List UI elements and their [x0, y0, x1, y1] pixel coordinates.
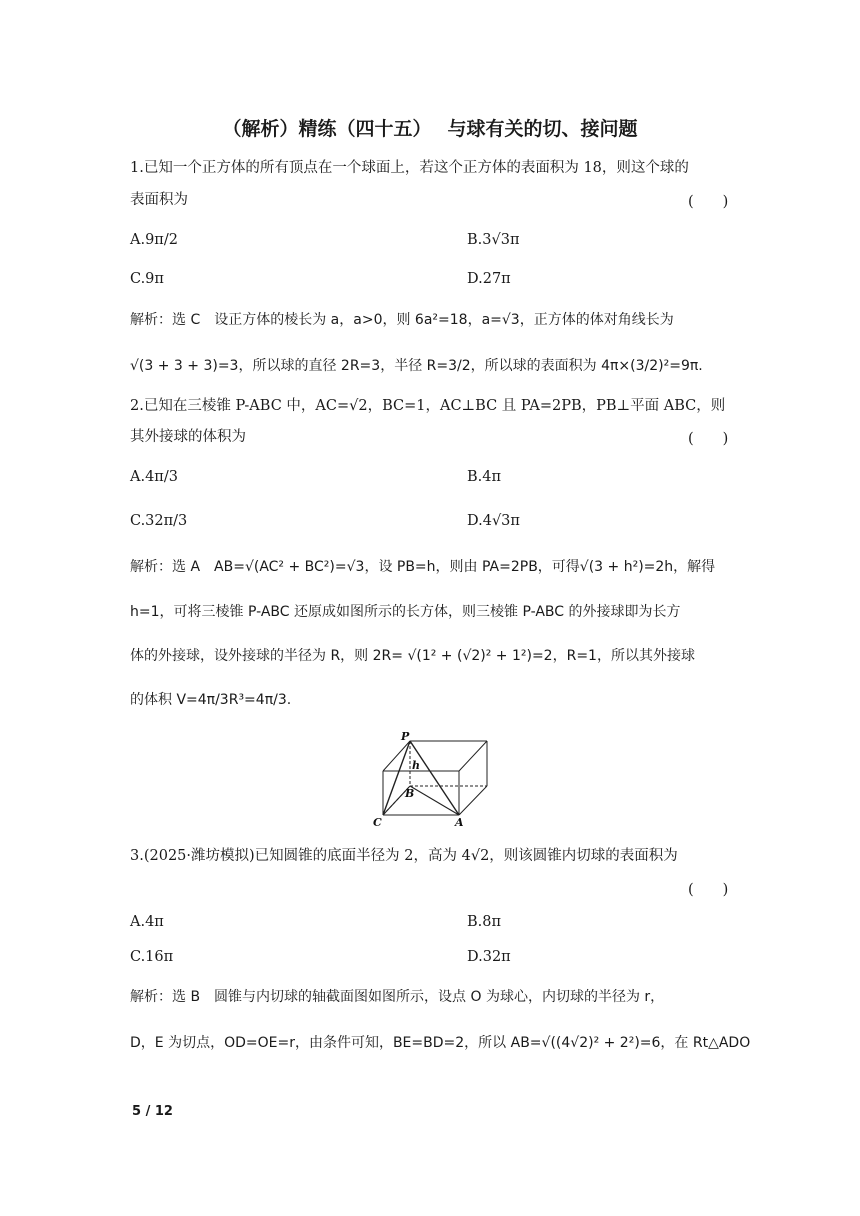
- q2-stem-line2: 其外接球的体积为: [130, 429, 246, 445]
- q3-option-d: D.32π: [467, 949, 511, 965]
- q1-stem-line1: 1.已知一个正方体的所有顶点在一个球面上，若这个正方体的表面积为 18，则这个球的: [130, 160, 689, 176]
- edge-pc: [383, 741, 410, 815]
- q3-solution-line2: D，E 为切点，OD=OE=r，由条件可知，BE=BD=2，所以 AB=√((4√2)² + 2²)=6，在 Rt△ADO: [130, 1035, 751, 1051]
- q2-solution-line4: 的体积 V=4π/3R³=4π/3.: [130, 692, 292, 708]
- q2-solution-line3: 体的外接球，设外接球的半径为 R，则 2R= √(1² + (√2)² + 1²)=2，R=1，所以其外接球: [130, 648, 695, 664]
- cuboid-figure: [363, 729, 503, 829]
- edge-top-left: [383, 741, 410, 771]
- label-c: C: [373, 816, 382, 829]
- label-a: A: [455, 816, 464, 829]
- q1-option-a: A.9π/2: [130, 232, 178, 248]
- page-number: 5 / 12: [132, 1104, 173, 1119]
- q2-solution-line2: h=1，可将三棱锥 P-ABC 还原成如图所示的长方体，则三棱锥 P-ABC 的外接球即为长方: [130, 604, 681, 620]
- edge-top-right: [459, 741, 487, 771]
- q3-answer-bracket: ( ): [688, 882, 729, 898]
- q2-option-c: C.32π/3: [130, 513, 188, 529]
- edge-ba: [410, 786, 459, 815]
- q2-answer-bracket: ( ): [688, 431, 729, 447]
- q1-option-c: C.9π: [130, 271, 164, 287]
- q3-option-b: B.8π: [467, 914, 502, 930]
- q1-answer-bracket: ( ): [688, 194, 729, 210]
- q2-option-a: A.4π/3: [130, 469, 178, 485]
- q3-solution-line1: 解析：选 B 圆锥与内切球的轴截面图如图所示，设点 O 为球心，内切球的半径为 r，: [130, 989, 665, 1005]
- q3-stem-line1: 3.(2025·潍坊模拟)已知圆锥的底面半径为 2，高为 4√2，则该圆锥内切球的表面积为: [130, 848, 678, 864]
- q3-option-a: A.4π: [130, 914, 164, 930]
- label-b: B: [405, 787, 415, 800]
- q3-option-c: C.16π: [130, 949, 174, 965]
- q1-solution-line1: 解析：选 C 设正方体的棱长为 a，a>0，则 6a²=18，a=√3，正方体的体对角线长为: [130, 312, 674, 328]
- q2-stem-line1: 2.已知在三棱锥 P-ABC 中，AC=√2，BC=1，AC⊥BC 且 PA=2PB，PB⊥平面 ABC，则: [130, 398, 726, 414]
- edge-pa: [410, 741, 459, 815]
- q2-solution-line1: 解析：选 A AB=√(AC² + BC²)=√3，设 PB=h，则由 PA=2PB，可得√(3 + h²)=2h，解得: [130, 559, 716, 575]
- q2-option-b: B.4π: [467, 469, 502, 485]
- q1-solution-line2: √(3 + 3 + 3)=3，所以球的直径 2R=3，半径 R=3/2，所以球的表面积为 4π×(3/2)²=9π.: [130, 358, 703, 374]
- label-p: P: [401, 730, 410, 743]
- q1-stem-line2: 表面积为: [130, 192, 188, 208]
- q1-option-d: D.27π: [467, 271, 511, 287]
- edge-bottom-right: [459, 786, 487, 815]
- page-title: （解析）精练（四十五） 与球有关的切、接问题: [222, 118, 638, 140]
- q1-option-b: B.3√3π: [467, 232, 520, 248]
- label-h: h: [412, 759, 420, 772]
- q2-option-d: D.4√3π: [467, 513, 520, 529]
